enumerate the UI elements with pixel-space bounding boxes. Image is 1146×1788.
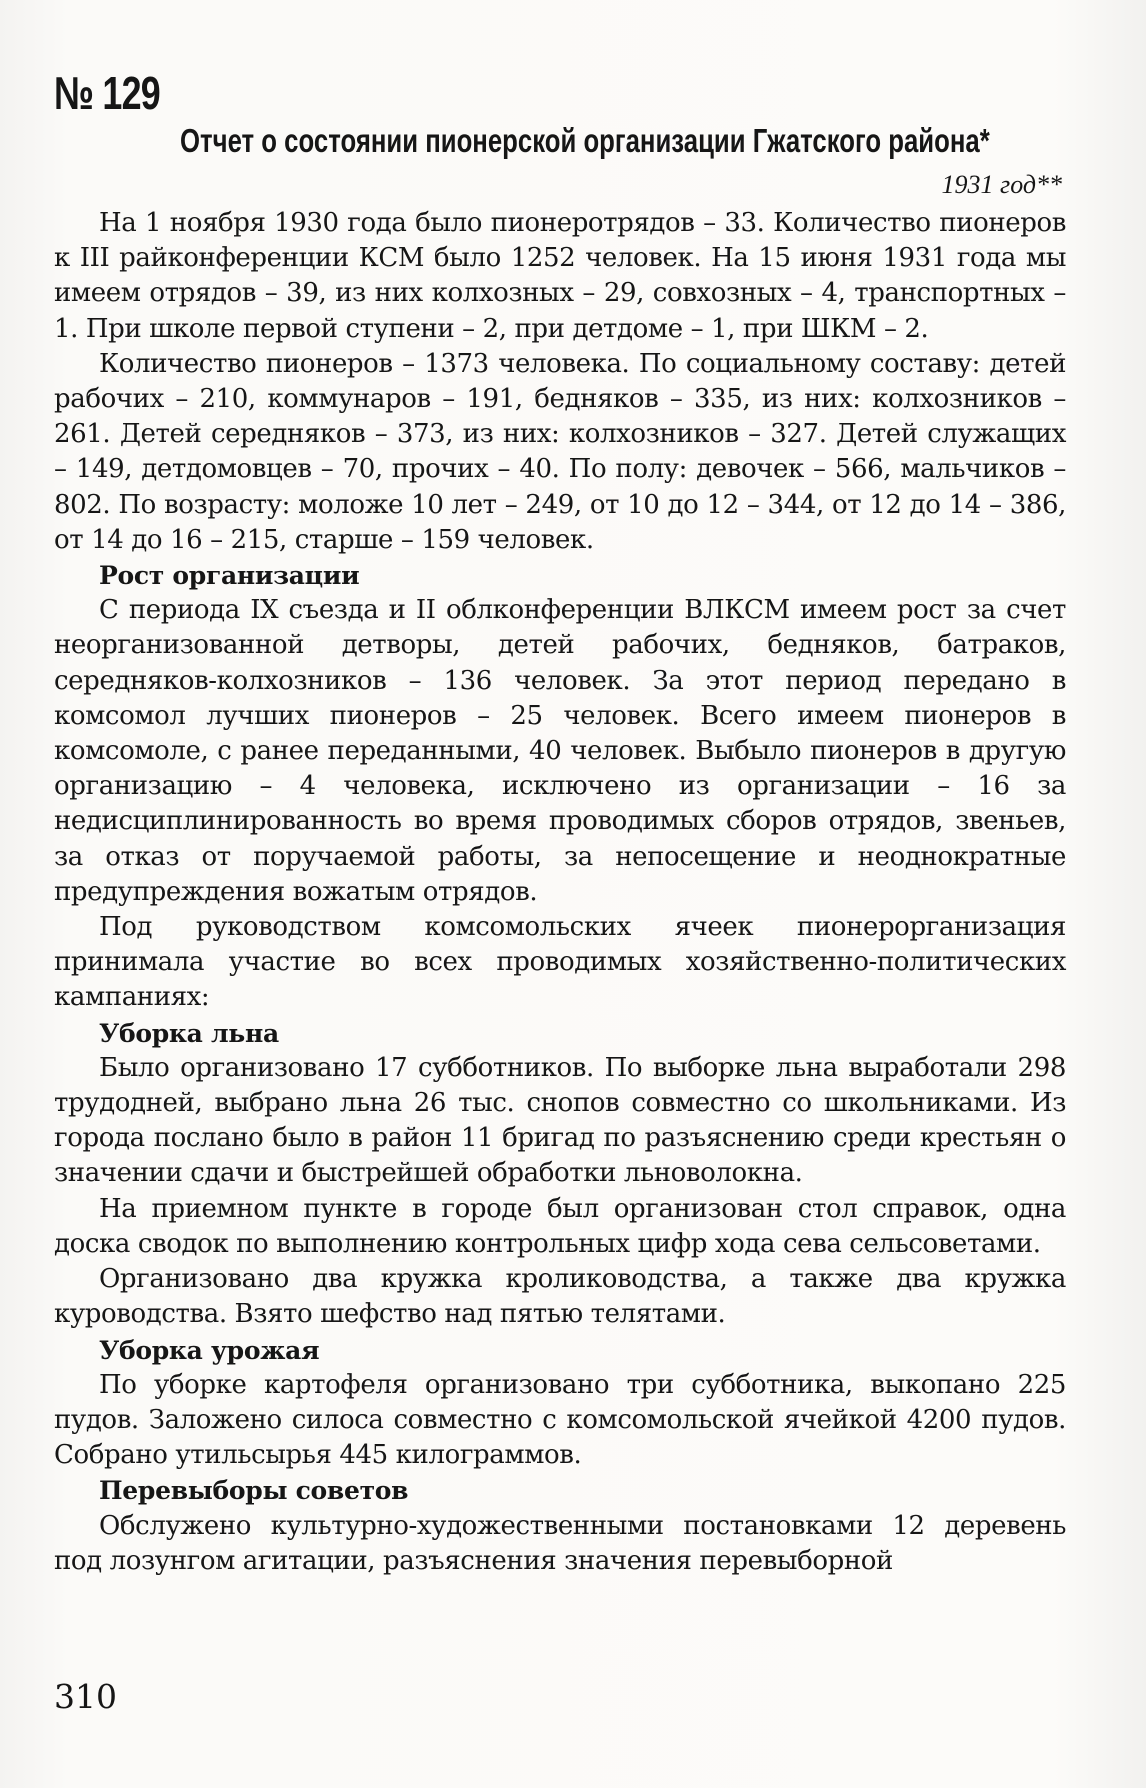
section-heading: Уборка урожая (99, 1335, 320, 1365)
document-body (54, 206, 1066, 1579)
paragraph: Количество пионеров – 1373 человека. По социальному составу: детей рабочих – 210, коммунаров – 191, бедняков – 335, из них: колхозников – 261. Детей середняков – 373, из них: колхозников – 327. Детей служащих – 149, детдомовцев – 70, прочих – 40. По полу: девочек – 566, мальчиков – 802. По возрасту: моложе 10 лет – 249, от 10 до 12 – 344, от 12 до 14 – 386, от 14 до 16 – 215, старше – 159 человек. (54, 348, 1066, 555)
paragraph: На 1 ноября 1930 года было пионеротрядов – 33. Количество пионеров к III райконференции КСМ было 1252 человек. На 15 июня 1931 года мы имеем отрядов – 39, из них колхозных – 29, совхозных – 4, транспортных – 1. При школе первой ступени – 2, при детдоме – 1, при ШКМ – 2. (54, 208, 1066, 344)
section-heading: Уборка льна (99, 1018, 279, 1048)
document-title: Отчет о состоянии пионерской организации Гжатского района* (180, 122, 990, 159)
section-heading: Рост организации (99, 561, 360, 591)
section-heading: Перевыборы советов (99, 1476, 409, 1506)
paragraph: Обслужено культурно-художественными постановками 12 деревень под лозунгом агитации, разъяснения значения перевыборной (54, 1510, 1066, 1576)
document-number: № 129 (54, 67, 160, 119)
page-number: 310 (54, 1677, 117, 1716)
paragraph: По уборке картофеля организовано три субботника, выкопано 225 пудов. Заложено силоса совместно с комсомольской ячейкой 4200 пудов. Собрано утильсырья 445 килограммов. (54, 1369, 1066, 1471)
paragraph: Под руководством комсомольских ячеек пионерорганизация принимала участие во всех проводимых хозяйственно-политических кампаниях: (54, 912, 1066, 1013)
paragraph: Было организовано 17 субботников. По выборке льна выработали 298 трудодней, выбрано льна 26 тыс. снопов совместно со школьниками. Из города послано было в район 11 бригад по разъяснению среди крестьян о значении сдачи и быстрейшей обработки льноволокна. (54, 1052, 1066, 1189)
paragraph: На приемном пункте в городе был организован стол справок, одна доска сводок по выполнению контрольных цифр хода сева сельсоветами. (54, 1193, 1066, 1259)
paragraph: С периода IX съезда и II облконференции ВЛКСМ имеем рост за счет неорганизованной детворы, детей рабочих, бедняков, батраков, середняков-колхозников – 136 человек. За этот период передано в комсомол лучших пионеров – 25 человек. Всего имеем пионеров в комсомоле, с ранее переданными, 40 человек. Выбыло пионеров в другую организацию – 4 человека, исключено из организации – 16 за недисциплинированность во время проводимых сборов отрядов, звеньев, за отказ от поручаемой работы, за непосещение и неоднократные предупреждения вожатым отрядов. (54, 595, 1066, 907)
paragraph: Организовано два кружка кролиководства, а также два кружка куроводства. Взято шефство над пятью телятами. (54, 1264, 1066, 1330)
document-date: 1931 год** (941, 170, 1062, 199)
